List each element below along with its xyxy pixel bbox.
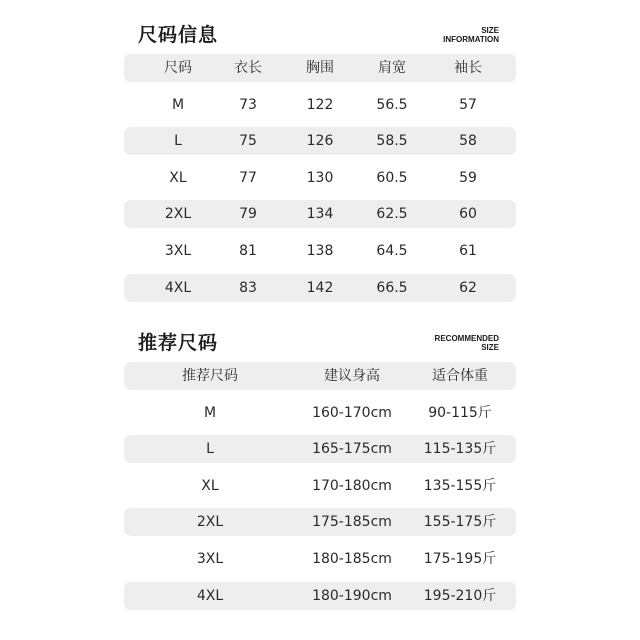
size-header-sleeve: 袖长 bbox=[454, 60, 482, 76]
sleeve-cell: 62 bbox=[459, 279, 477, 296]
rec-height-cell: 180-190cm bbox=[312, 587, 392, 604]
recommended-table-row bbox=[124, 582, 516, 610]
rec-height-cell: 160-170cm bbox=[312, 404, 392, 421]
size-header-length: 衣长 bbox=[234, 60, 262, 76]
sleeve-cell: 59 bbox=[459, 169, 477, 186]
rec-height-cell: 170-180cm bbox=[312, 477, 392, 494]
shoulder-cell: 62.5 bbox=[376, 206, 408, 223]
size-table-row bbox=[124, 274, 516, 302]
size-table-header-row bbox=[124, 54, 516, 82]
rec-header-height: 建议身高 bbox=[324, 368, 380, 384]
chest-cell: 134 bbox=[306, 206, 334, 223]
recommended-table-row bbox=[124, 435, 516, 463]
size-table-row bbox=[124, 237, 516, 265]
sleeve-cell: 58 bbox=[459, 133, 477, 150]
length-cell: 73 bbox=[239, 96, 257, 113]
size-info-subtitle-line2: INFORMATION bbox=[443, 35, 499, 44]
recommended-table-row bbox=[124, 508, 516, 536]
size-table-row bbox=[124, 164, 516, 192]
rec-size-cell: 2XL bbox=[196, 514, 224, 531]
sleeve-cell: 61 bbox=[459, 242, 477, 259]
rec-size-cell: L bbox=[206, 441, 214, 458]
length-cell: 79 bbox=[239, 206, 257, 223]
rec-size-cell: M bbox=[203, 404, 217, 421]
shoulder-cell: 64.5 bbox=[376, 242, 408, 259]
rec-weight-cell: 90-115斤 bbox=[428, 404, 492, 421]
shoulder-cell: 60.5 bbox=[376, 169, 408, 186]
recommended-table-row bbox=[124, 399, 516, 427]
size-info-header bbox=[124, 18, 516, 54]
rec-header-size: 推荐尺码 bbox=[182, 368, 238, 384]
size-cell: 3XL bbox=[164, 242, 192, 259]
recommended-subtitle-line2: SIZE bbox=[481, 343, 499, 352]
recommended-title: 推荐尺码 bbox=[138, 332, 219, 354]
rec-size-cell: XL bbox=[201, 477, 219, 494]
size-cell: L bbox=[174, 133, 182, 150]
rec-height-cell: 180-185cm bbox=[312, 550, 392, 567]
size-info-section bbox=[124, 18, 516, 310]
length-cell: 77 bbox=[239, 169, 257, 186]
recommended-table-row bbox=[124, 545, 516, 573]
size-cell: 2XL bbox=[164, 206, 192, 223]
size-cell: M bbox=[171, 96, 185, 113]
recommended-header bbox=[124, 326, 516, 362]
rec-weight-cell: 175-195斤 bbox=[423, 550, 497, 567]
recommended-table-row bbox=[124, 472, 516, 500]
recommended-size-section bbox=[124, 326, 516, 618]
size-info-title: 尺码信息 bbox=[138, 24, 219, 46]
length-cell: 83 bbox=[239, 279, 257, 296]
length-cell: 81 bbox=[239, 242, 257, 259]
chest-cell: 126 bbox=[306, 133, 334, 150]
size-info-subtitle bbox=[443, 26, 499, 44]
size-info-subtitle-line1: SIZE bbox=[481, 26, 499, 35]
size-header-shoulder: 肩宽 bbox=[378, 60, 406, 76]
shoulder-cell: 66.5 bbox=[376, 279, 408, 296]
rec-size-cell: 3XL bbox=[196, 550, 224, 567]
rec-weight-cell: 115-135斤 bbox=[423, 441, 497, 458]
size-table-row bbox=[124, 200, 516, 228]
rec-weight-cell: 135-155斤 bbox=[423, 477, 497, 494]
rec-height-cell: 175-185cm bbox=[312, 514, 392, 531]
sleeve-cell: 60 bbox=[459, 206, 477, 223]
chest-cell: 142 bbox=[306, 279, 334, 296]
rec-size-cell: 4XL bbox=[196, 587, 224, 604]
shoulder-cell: 58.5 bbox=[376, 133, 408, 150]
size-header-size: 尺码 bbox=[164, 60, 192, 76]
length-cell: 75 bbox=[239, 133, 257, 150]
size-cell: 4XL bbox=[164, 279, 192, 296]
rec-weight-cell: 155-175斤 bbox=[423, 514, 497, 531]
rec-weight-cell: 195-210斤 bbox=[423, 587, 497, 604]
shoulder-cell: 56.5 bbox=[376, 96, 408, 113]
recommended-table-header-row bbox=[124, 362, 516, 390]
size-cell: XL bbox=[169, 169, 187, 186]
rec-header-weight: 适合体重 bbox=[432, 368, 488, 384]
size-table-row bbox=[124, 127, 516, 155]
recommended-subtitle-line1: RECOMMENDED bbox=[434, 334, 499, 343]
recommended-subtitle bbox=[435, 334, 499, 352]
chest-cell: 130 bbox=[306, 169, 334, 186]
rec-height-cell: 165-175cm bbox=[312, 441, 392, 458]
chest-cell: 122 bbox=[306, 96, 334, 113]
sleeve-cell: 57 bbox=[459, 96, 477, 113]
size-header-chest: 胸围 bbox=[306, 60, 334, 76]
chest-cell: 138 bbox=[306, 242, 334, 259]
size-table-row bbox=[124, 91, 516, 119]
